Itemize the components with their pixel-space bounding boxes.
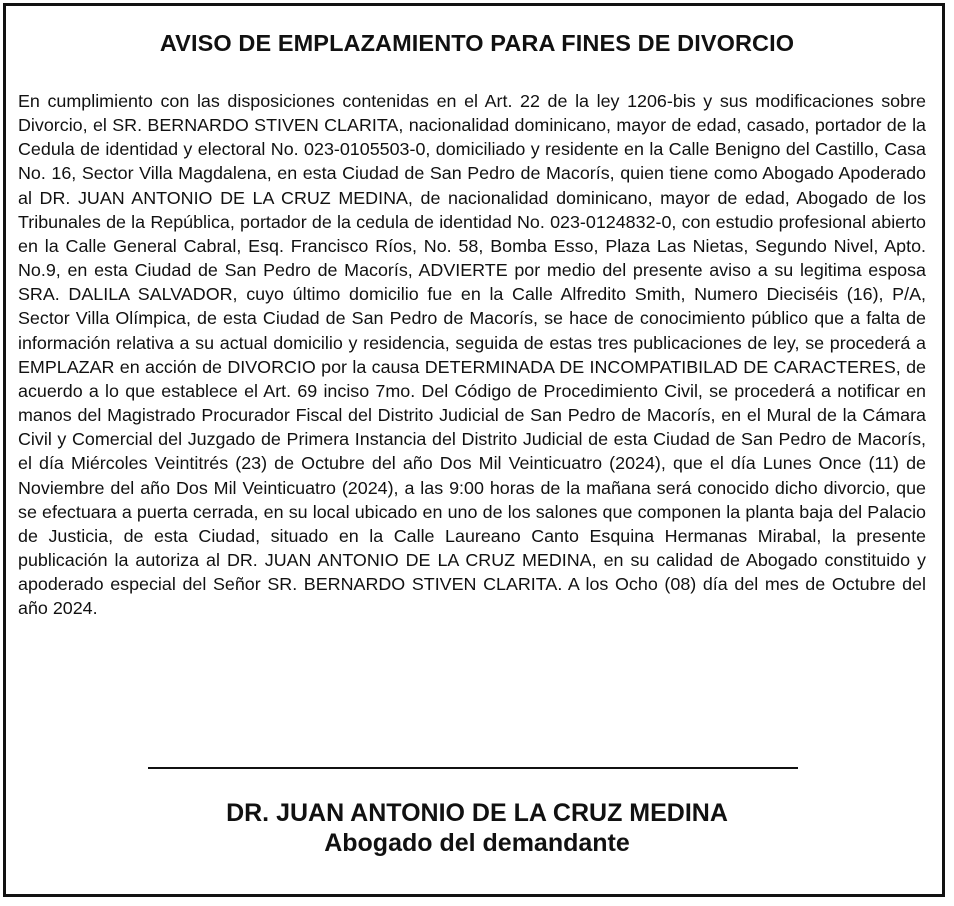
signature-role: Abogado del demandante (324, 829, 630, 857)
signature-name: DR. JUAN ANTONIO DE LA CRUZ MEDINA (226, 799, 728, 827)
notice-title: AVISO DE EMPLAZAMIENTO PARA FINES DE DIVORCIO (159, 30, 795, 56)
notice-body: En cumplimiento con las disposiciones contenidas en el Art. 22 de la ley 1206-bis y sus modificaciones sobre Divorcio, el SR. BERNARDO STIVEN CLARITA, nacionalidad dominicano, mayor de edad, casado, portador de la Cedula de identidad y electoral No. 023-0105503-0, domiciliado y residente en la Calle Benigno del Castillo, Casa No. 16, Sector Villa Magdalena, en esta Ciudad de San Pedro de Macorís, quien tiene como Abogado Apoderado al DR. JUAN ANTONIO DE LA CRUZ MEDINA, de nacionalidad dominicano, mayor de edad, Abogado de los Tribunales de la República, portador de la cedula de identidad No. 023-0124832-0, con estudio profesional abierto en la Calle General Cabral, Esq. Francisco Ríos, No. 58, Bomba Esso, Plaza Las Nietas, Segundo Nivel, Apto. No.9, en esta Ciudad de San Pedro de Macorís, ADVIERTE por medio del presente aviso a su legitima esposa SRA. DALILA SALVADOR, cuyo último domicilio fue en la Calle Alfredito Smith, Numero Dieciséis (16), P/A, Sector Villa Olímpica, de esta Ciudad de San Pedro de Macorís, se hace de conocimiento público que a falta de información relativa a su actual domicilio y residencia, seguida de estas tres publicaciones de ley, se procederá a EMPLAZAR en acción de DIVORCIO por la causa DETERMINADA DE INCOMPATIBILAD DE CARACTERES, de acuerdo a lo que establece el Art. 69 inciso 7mo. Del Código de Procedimiento Civil, se procederá a notificar en manos del Magistrado Procurador Fiscal del Distrito Judicial de San Pedro de Macorís, en el Mural de la Cámara Civil y Comercial del Juzgado de Primera Instancia del Distrito Judicial de esta Ciudad de San Pedro de Macorís, el día Miércoles Veintitrés (23) de Octubre del año Dos Mil Veinticuatro (2024), que el día Lunes Once (11) de Noviembre del año Dos Mil Veinticuatro (2024), a las 9:00 horas de la mañana será conocido dicho divorcio, que se efectuara a puerta cerrada, en su local ubicado en uno de los salones que componen la planta baja del Palacio de Justicia, de esta Ciudad, situado en la Calle Laureano Canto Esquina Hermanas Mirabal, la presente publicación la autoriza al DR. JUAN ANTONIO DE LA CRUZ MEDINA, en su calidad de Abogado constituido y apoderado especial del Señor SR. BERNARDO STIVEN CLARITA. A los Ocho (08) día del mes de Octubre del año 2024. (18, 91, 926, 619)
signature-line (148, 767, 798, 769)
